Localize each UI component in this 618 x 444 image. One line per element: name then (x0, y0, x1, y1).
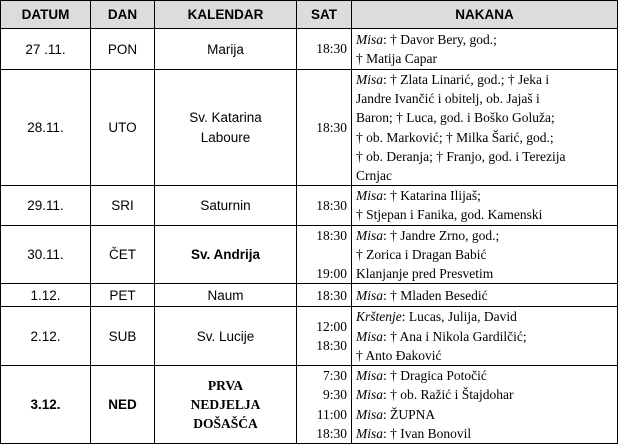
note-line: † Zorica i Dragan Babić (356, 246, 487, 262)
note-label: Misa (356, 406, 383, 422)
date-cell: 1.12. (1, 284, 91, 307)
time-cell (297, 307, 352, 366)
date-cell: 30.11. (1, 225, 91, 284)
note-line: Crnjac (356, 168, 392, 184)
time-value: 18:30 (316, 120, 347, 135)
calendar-line: NEDJELJA (190, 397, 261, 413)
time-value: 19:00 (316, 266, 347, 282)
note-label: Misa (356, 387, 383, 403)
note-line (356, 327, 613, 346)
time-value: 12:00 (316, 319, 347, 335)
table-row (1, 284, 618, 307)
date-cell: 2.12. (1, 307, 91, 366)
day-cell: SUB (91, 307, 155, 366)
notes-cell (352, 307, 618, 366)
table-row (1, 225, 618, 284)
note-text: : † ob. Ražić i Štajdohar (383, 387, 514, 403)
note-text: : † Davor Bery, god.; (383, 31, 497, 47)
time-cell (297, 70, 352, 186)
calendar-cell (155, 70, 297, 186)
note-text: : † Katarina Ilijaš; (383, 188, 481, 204)
note-line (356, 30, 613, 49)
day-cell: UTO (91, 70, 155, 186)
note-line (356, 286, 613, 305)
note-text: : † Ivan Bonovil (383, 425, 472, 441)
time-cell (297, 225, 352, 284)
calendar-cell: Sv. Lucije (155, 307, 297, 366)
calendar-cell: Marija (155, 29, 297, 70)
time-value: 18:30 (316, 425, 347, 441)
time-spacer (301, 245, 347, 264)
note-label: Misa (356, 72, 383, 87)
header-row (1, 1, 618, 29)
notes-cell (352, 70, 618, 186)
note-line (356, 366, 613, 385)
day-cell: PET (91, 284, 155, 307)
note-line: Baron; † Luca, god. i Boško Goluža; (356, 110, 555, 126)
note-line (356, 226, 613, 245)
time-value: 18:30 (316, 197, 347, 213)
note-line: † Stjepan i Fanika, god. Kamenski (356, 207, 543, 223)
note-label: Misa (356, 287, 383, 303)
day-cell: PON (91, 29, 155, 70)
note-line (356, 405, 613, 424)
calendar-cell: Sv. Andrija (155, 225, 297, 284)
note-label: Misa (356, 188, 383, 204)
header-nakana: NAKANA (352, 1, 618, 29)
note-text: : † Ana i Nikola Gardilčić; (383, 328, 527, 344)
time-value: 18:30 (316, 227, 347, 243)
note-line (356, 70, 613, 89)
note-label: Misa (356, 227, 383, 243)
note-label: Misa (356, 328, 383, 344)
note-label: Misa (356, 368, 383, 384)
time-value: 11:00 (316, 406, 347, 422)
header-dan: DAN (91, 1, 155, 29)
note-line (356, 307, 613, 326)
note-line: Jandre Ivančić i obitelj, ob. Jajaš i (356, 91, 540, 107)
note-line: † ob. Deranja; † Franjo, god. i Terezija (356, 148, 566, 164)
table-row (1, 186, 618, 225)
header-datum: DATUM (1, 1, 91, 29)
time-cell (297, 284, 352, 307)
header-sat: SAT (297, 1, 352, 29)
day-cell: ČET (91, 225, 155, 284)
calendar-line: Laboure (200, 129, 251, 145)
time-cell (297, 186, 352, 225)
note-line: Klanjanje pred Presvetim (356, 266, 494, 282)
note-line (356, 186, 613, 205)
time-value: 9:30 (322, 387, 347, 403)
note-text: : † Jandre Zrno, god.; (383, 227, 500, 243)
note-text: : Lucas, Julija, David (401, 309, 517, 325)
calendar-line: DOŠAŠĆA (193, 416, 258, 432)
notes-cell (352, 29, 618, 70)
time-value: 18:30 (316, 287, 347, 303)
calendar-line: Sv. Katarina (189, 110, 262, 126)
date-cell: 29.11. (1, 186, 91, 225)
note-label: Misa (356, 425, 383, 441)
notes-cell (352, 284, 618, 307)
note-label: Krštenje (356, 309, 402, 325)
note-line (356, 385, 613, 404)
note-label: Misa (356, 31, 383, 47)
notes-cell (352, 225, 618, 284)
day-cell: NED (91, 366, 155, 444)
date-cell: 27 .11. (1, 29, 91, 70)
note-text: † Matija Capar (356, 51, 437, 66)
note-text: : ŽUPNA (383, 406, 436, 422)
note-text: : † Mladen Besedić (383, 287, 488, 303)
note-text: : † Zlata Linarić, god.; † Jeka i (383, 72, 550, 87)
note-line (356, 49, 613, 68)
calendar-cell: Saturnin (155, 186, 297, 225)
note-text: : † Dragica Potočić (383, 368, 487, 384)
time-value: 18:30 (316, 338, 347, 354)
notes-cell (352, 186, 618, 225)
calendar-cell: Naum (155, 284, 297, 307)
time-value: 7:30 (322, 368, 347, 384)
table-row (1, 70, 618, 186)
note-line (356, 424, 613, 443)
table-row (1, 29, 618, 70)
date-cell: 3.12. (1, 366, 91, 444)
time-value: 18:30 (316, 41, 347, 57)
note-line: † ob. Marković; † Milka Šarić, god.; (356, 129, 554, 145)
header-kalendar: KALENDAR (155, 1, 297, 29)
table-row (1, 307, 618, 366)
calendar-line: PRVA (207, 377, 244, 393)
day-cell: SRI (91, 186, 155, 225)
note-line: † Anto Đaković (356, 347, 442, 363)
time-cell (297, 29, 352, 70)
date-cell: 28.11. (1, 70, 91, 186)
